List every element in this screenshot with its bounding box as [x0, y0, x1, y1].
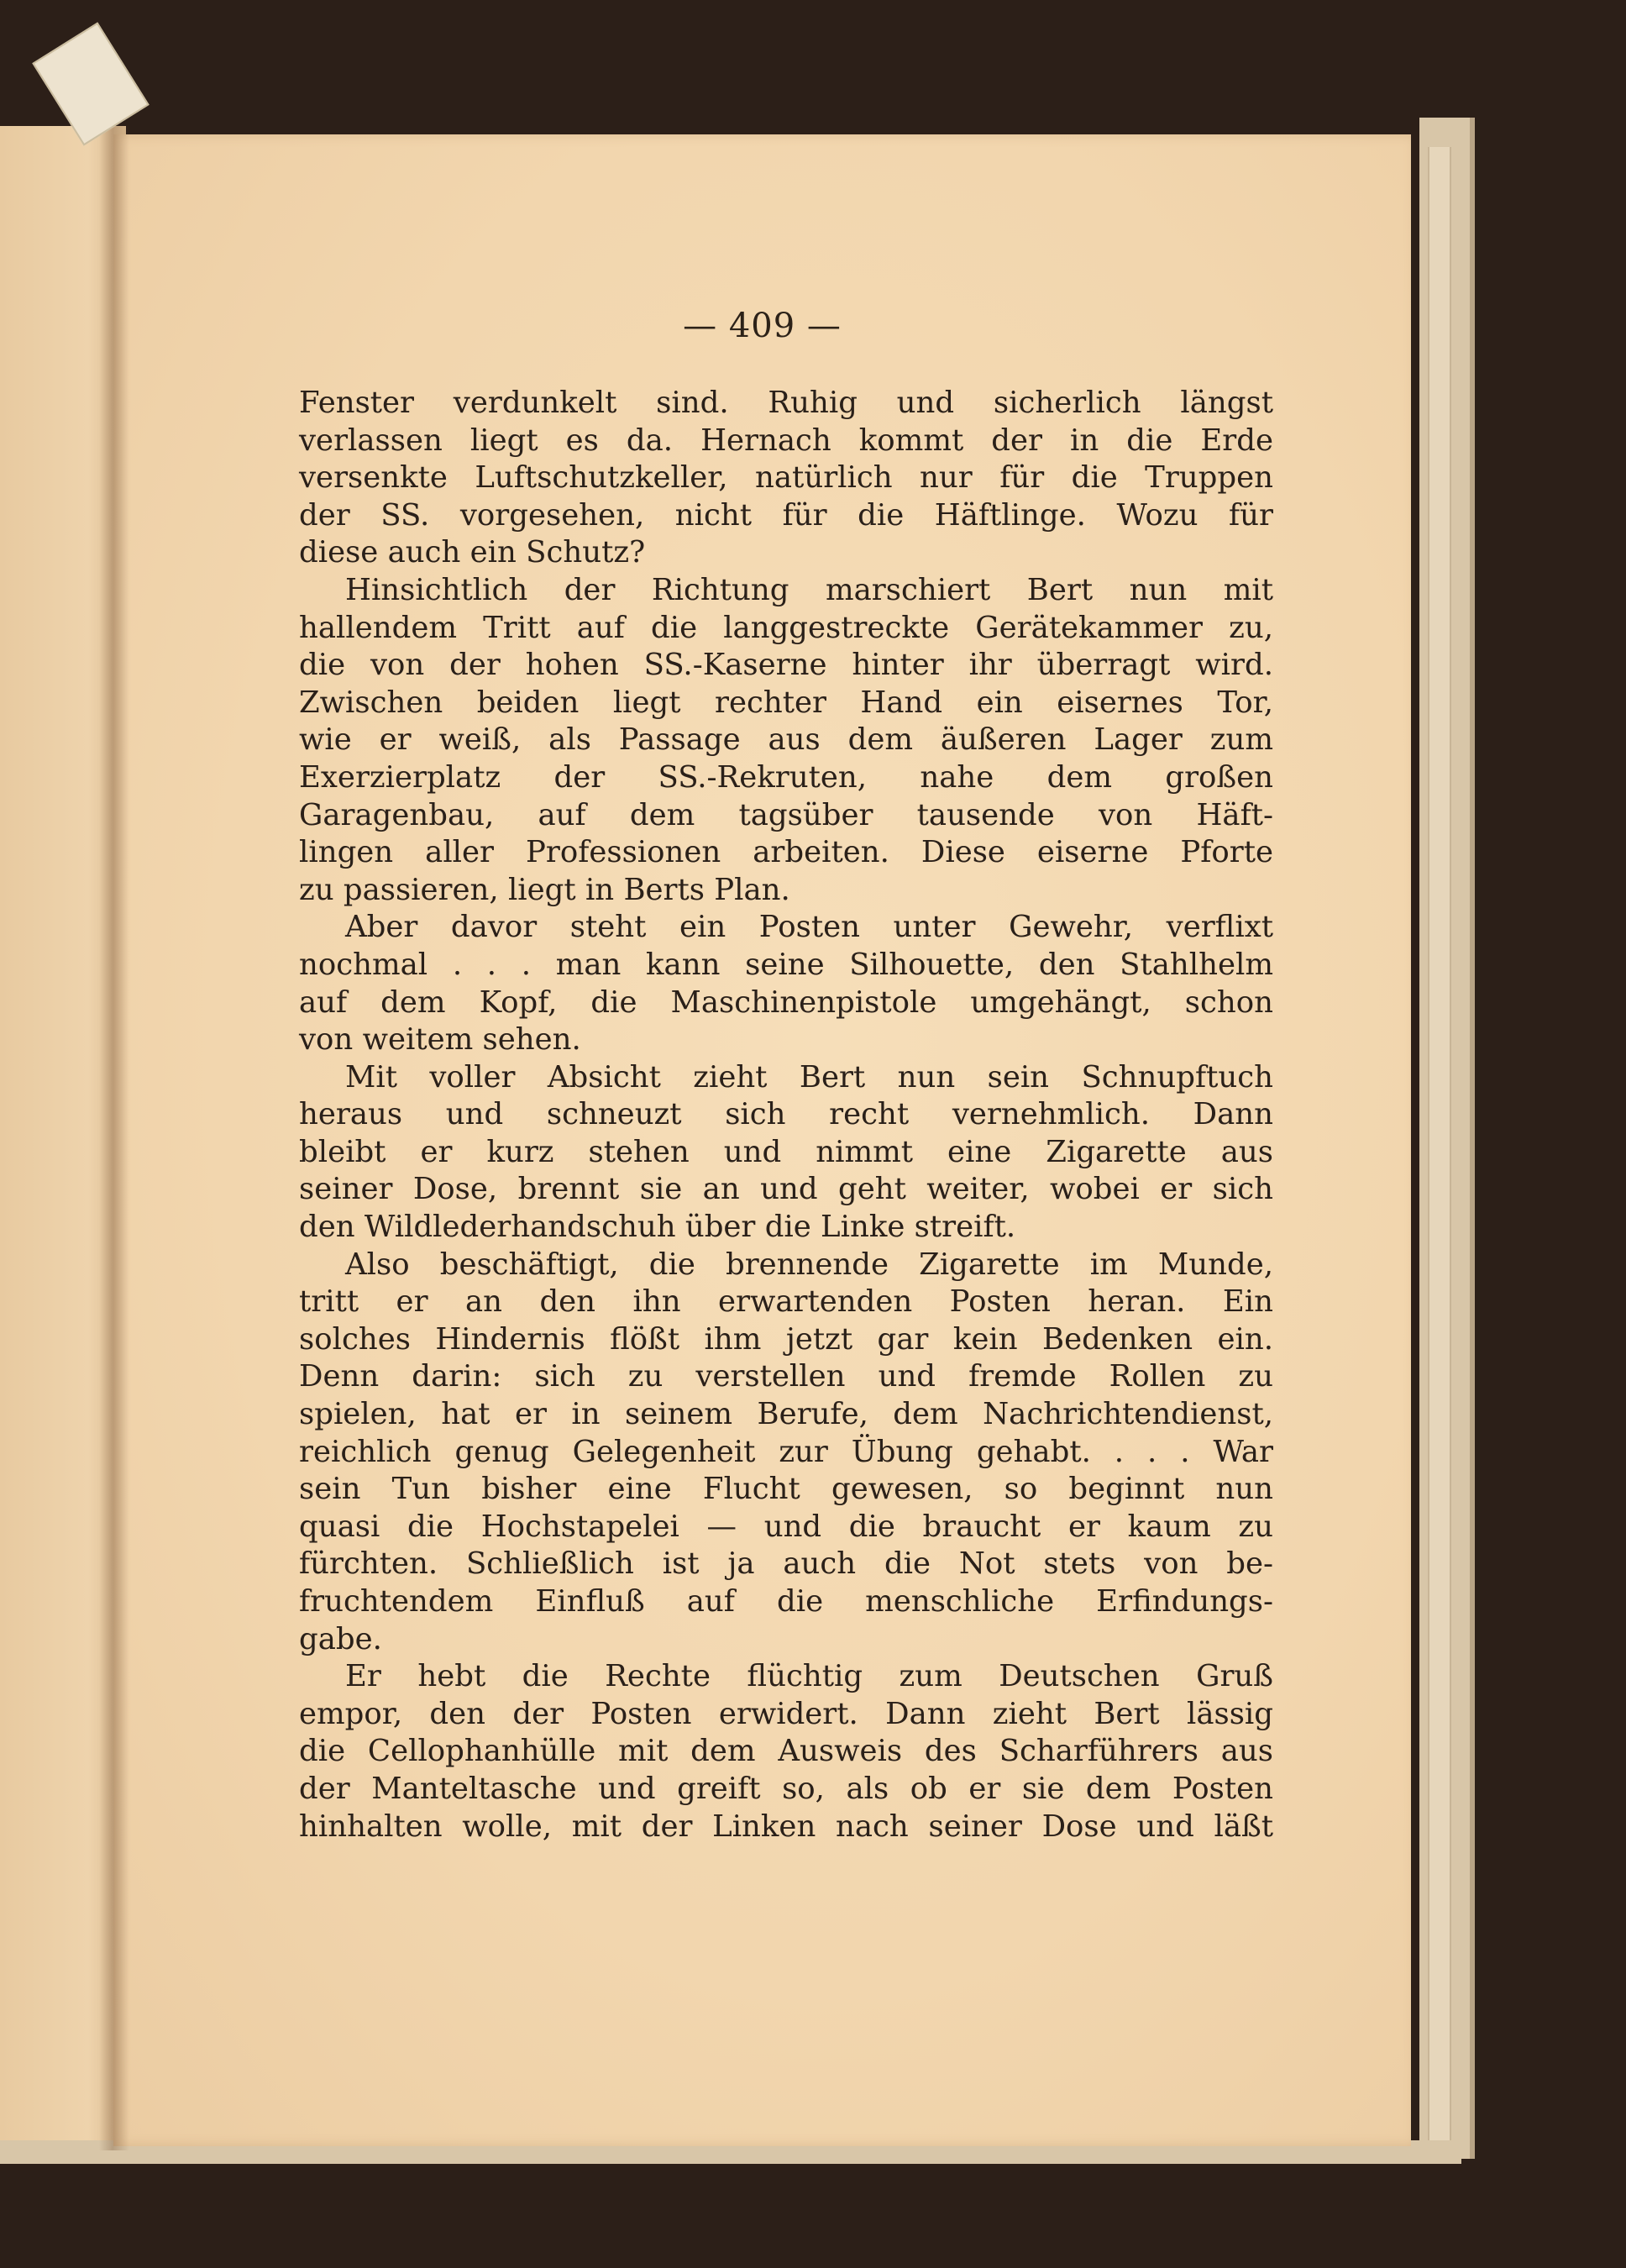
- text-line: quasi die Hochstapelei — und die braucht er kaum zu: [299, 1509, 1273, 1544]
- text-line: spielen, hat er in seinem Berufe, dem Nachrichtendienst,: [299, 1397, 1273, 1432]
- text-line: lingen aller Professionen arbeiten. Diese eiserne Pforte: [299, 835, 1273, 870]
- text-line: Mit voller Absicht zieht Bert nun sein Schnupftuch: [345, 1059, 1273, 1095]
- text-line: die von der hohen SS.-Kaserne hinter ihr überragt wird.: [299, 648, 1273, 683]
- text-line: Aber davor steht ein Posten unter Gewehr, verflixt: [345, 910, 1273, 945]
- text-line: hallendem Tritt auf die langgestreckte Gerätekammer zu,: [299, 610, 1273, 645]
- text-line: seiner Dose, brennt sie an und geht weiter, wobei er sich: [299, 1172, 1273, 1207]
- text-line: heraus und schneuzt sich recht vernehmlich. Dann: [299, 1097, 1273, 1132]
- text-line: Denn darin: sich zu verstellen und fremde Rollen zu: [299, 1359, 1273, 1394]
- text-line: empor, den der Posten erwidert. Dann zieht Bert lässig: [299, 1696, 1273, 1731]
- book-page: [113, 134, 1411, 2146]
- text-line: Fenster verdunkelt sind. Ruhig und sicherlich längst: [299, 386, 1273, 420]
- text-line: wie er weiß, als Passage aus dem äußeren Lager zum: [299, 722, 1273, 758]
- text-line: verlassen liegt es da. Hernach kommt der in die Erde: [299, 423, 1273, 458]
- text-line: der Manteltasche und greift so, als ob er sie dem Posten: [299, 1771, 1273, 1806]
- gutter-shadow: [99, 126, 129, 2150]
- text-line: Exerzierplatz der SS.-Rekruten, nahe dem großen: [299, 759, 1273, 795]
- text-line: gabe.: [299, 1621, 382, 1656]
- text-line: solches Hindernis flößt ihm jetzt gar kein Bedenken ein.: [299, 1321, 1273, 1357]
- text-line: Also beschäftigt, die brennende Zigarette im Munde,: [345, 1247, 1273, 1282]
- text-line: zu passieren, liegt in Berts Plan.: [299, 872, 790, 907]
- text-line: nochmal . . . man kann seine Silhouette, den Stahlhelm: [299, 947, 1273, 982]
- text-line: hinhalten wolle, mit der Linken nach seiner Dose und läßt: [299, 1809, 1273, 1844]
- text-line: tritt er an den ihn erwartenden Posten heran. Ein: [299, 1284, 1273, 1320]
- text-line: versenkte Luftschutzkeller, natürlich nur für die Truppen: [299, 460, 1273, 496]
- text-line: fürchten. Schließlich ist ja auch die Not stets von be-: [299, 1546, 1273, 1582]
- text-line: bleibt er kurz stehen und nimmt eine Zigarette aus: [299, 1134, 1273, 1169]
- text-line: reichlich genug Gelegenheit zur Übung gehabt. . . . War: [299, 1434, 1273, 1469]
- text-line: den Wildlederhandschuh über die Linke streift.: [299, 1210, 1016, 1245]
- body-text: [299, 385, 1273, 1845]
- text-line: diese auch ein Schutz?: [299, 535, 646, 570]
- text-line: sein Tun bisher eine Flucht gewesen, so beginnt nun: [299, 1472, 1273, 1507]
- page-stack-edge: [1428, 147, 1451, 2146]
- text-line: die Cellophanhülle mit dem Ausweis des Scharführers aus: [299, 1734, 1273, 1769]
- text-line: auf dem Kopf, die Maschinenpistole umgehängt, schon: [299, 984, 1273, 1020]
- text-line: Zwischen beiden liegt rechter Hand ein eisernes Tor,: [299, 685, 1273, 720]
- text-line: Er hebt die Rechte flüchtig zum Deutschen Gruß: [345, 1659, 1273, 1694]
- text-line: fruchtendem Einfluß auf die menschliche Erfindungs-: [299, 1584, 1273, 1619]
- page-number: — 409 —: [683, 307, 842, 345]
- text-line: von weitem sehen.: [299, 1022, 581, 1058]
- text-line: Garagenbau, auf dem tagsüber tausende von Häft-: [299, 797, 1273, 832]
- text-line: Hinsichtlich der Richtung marschiert Bert nun mit: [345, 572, 1273, 607]
- text-line: der SS. vorgesehen, nicht für die Häftlinge. Wozu für: [299, 497, 1273, 533]
